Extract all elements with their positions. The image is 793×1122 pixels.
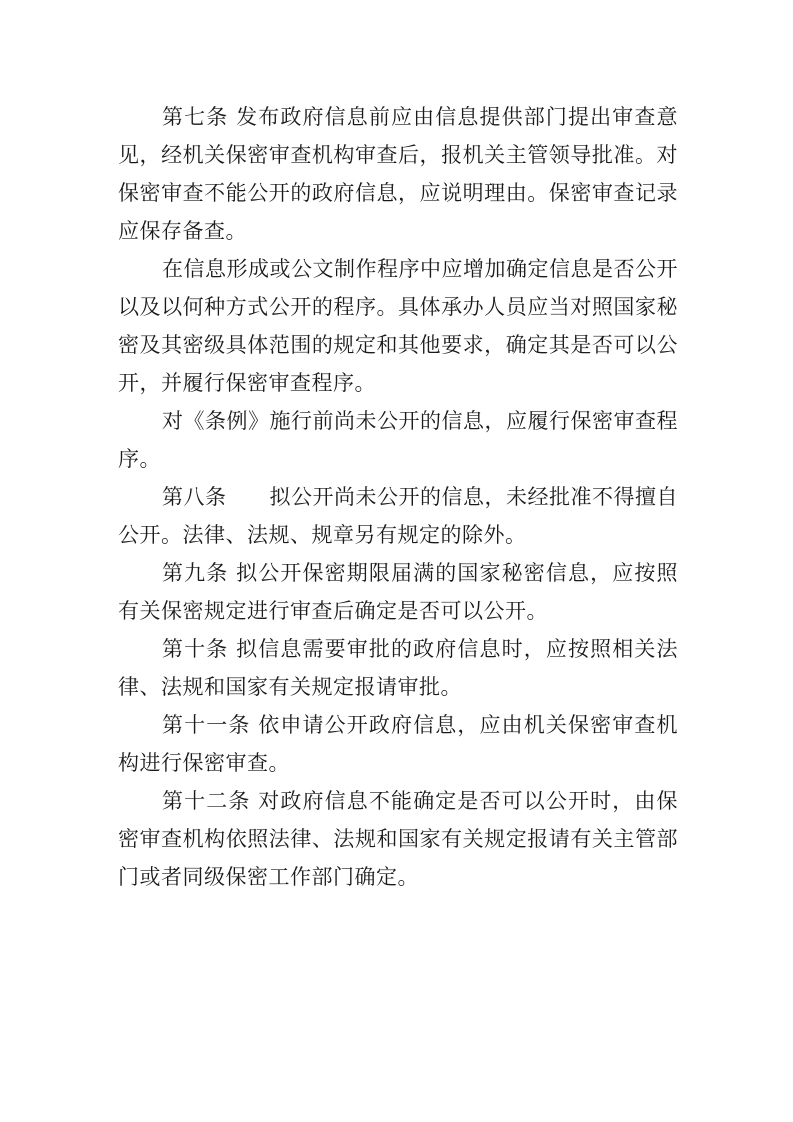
article-7-paragraph-2: 在信息形成或公文制作程序中应增加确定信息是否公开以及以何种方式公开的程序。具体承办人员应当对照国家秘密及其密级具体范围的规定和其他要求，确定其是否可以公开，并履行保密审查程序。 xyxy=(118,257,678,395)
document-page xyxy=(118,98,678,896)
article-8-paragraph: 第八条 拟公开尚未公开的信息，未经批准不得擅自公开。法律、法规、规章另有规定的除外。 xyxy=(118,485,678,547)
article-10-paragraph: 第十条 拟信息需要审批的政府信息时，应按照相关法律、法规和国家有关规定报请审批。 xyxy=(118,637,678,699)
article-7-paragraph: 第七条 发布政府信息前应由信息提供部门提出审查意见，经机关保密审查机构审查后，报机关主管领导批准。对保密审查不能公开的政府信息，应说明理由。保密审查记录应保存备查。 xyxy=(118,105,678,243)
article-12-paragraph: 第十二条 对政府信息不能确定是否可以公开时，由保密审查机构依照法律、法规和国家有关规定报请有关主管部门或者同级保密工作部门确定。 xyxy=(118,789,678,889)
article-9-paragraph: 第九条 拟公开保密期限届满的国家秘密信息，应按照有关保密规定进行审查后确定是否可以公开。 xyxy=(118,561,678,623)
article-11-paragraph: 第十一条 依申请公开政府信息，应由机关保密审查机构进行保密审查。 xyxy=(118,713,678,775)
article-7-paragraph-3: 对《条例》施行前尚未公开的信息，应履行保密审查程序。 xyxy=(118,409,678,471)
